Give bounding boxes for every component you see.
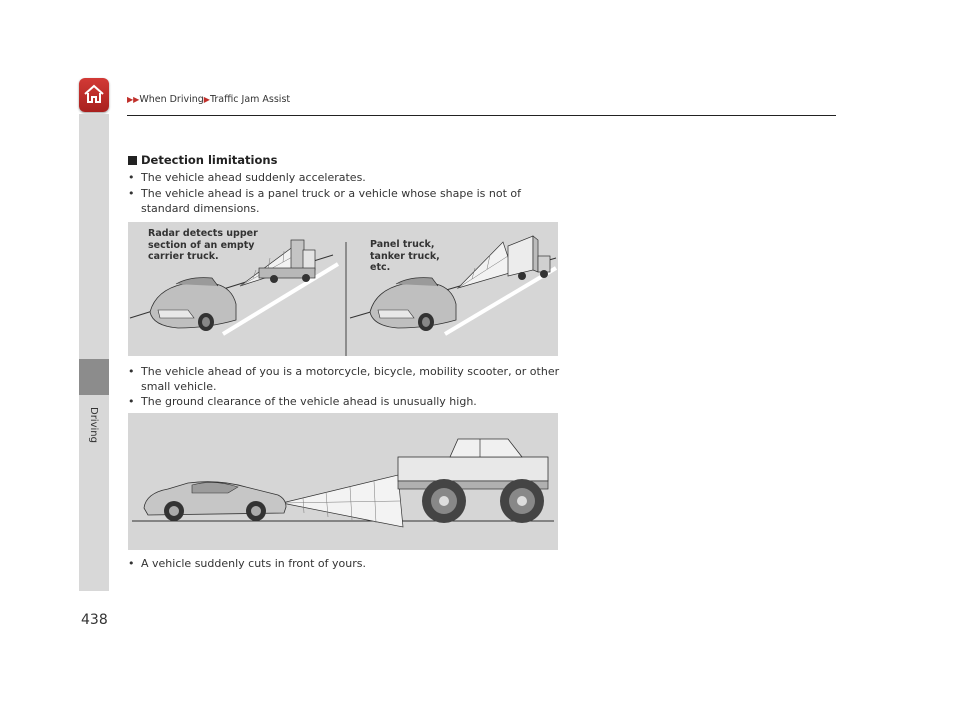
side-tab-top (79, 114, 109, 360)
list-item-text: A vehicle suddenly cuts in front of yours. (141, 557, 366, 570)
side-tab-active (79, 359, 109, 395)
figure-radar-detection-trucks (128, 222, 558, 356)
section-title (128, 153, 277, 167)
list-item-text: The vehicle ahead is a panel truck or a vehicle whose shape is not of standard dimensions. (141, 187, 522, 215)
bullet-icon: • (128, 187, 135, 200)
bullet-icon: • (128, 365, 135, 378)
breadcrumb-arrow-icon: ▶▶ (127, 95, 140, 104)
list-item-text: The ground clearance of the vehicle ahead is unusually high. (141, 395, 477, 408)
square-bullet-icon (128, 156, 137, 165)
figure-caption-panel-truck: Panel truck, tanker truck, etc. (370, 239, 440, 273)
page-number: 438 (81, 612, 108, 628)
list-item-text: The vehicle ahead of you is a motorcycle, bicycle, mobility scooter, or other small vehicle. (141, 365, 560, 393)
side-tab-label: Driving (88, 407, 99, 443)
header-divider (127, 115, 836, 116)
breadcrumb (127, 94, 290, 105)
monster-truck-illustration (128, 413, 558, 550)
list-item (128, 170, 568, 185)
list-item (128, 364, 568, 394)
section-title-text: Detection limitations (141, 153, 278, 167)
breadcrumb-item-when-driving[interactable]: When Driving (139, 94, 204, 105)
figure-high-clearance-vehicle (128, 413, 558, 550)
bullet-icon: • (128, 395, 135, 408)
list-item-text: The vehicle ahead suddenly accelerates. (141, 171, 366, 184)
list-item (128, 556, 568, 571)
list-item (128, 394, 568, 409)
figure-caption-empty-carrier: Radar detects upper section of an empty carrier truck. (148, 228, 258, 262)
list-item (128, 186, 568, 216)
home-icon (82, 82, 106, 106)
home-button[interactable] (79, 78, 109, 112)
breadcrumb-arrow-icon: ▶ (203, 95, 210, 104)
bullet-icon: • (128, 557, 135, 570)
breadcrumb-item-traffic-jam-assist[interactable]: Traffic Jam Assist (209, 94, 291, 105)
bullet-icon: • (128, 171, 135, 184)
